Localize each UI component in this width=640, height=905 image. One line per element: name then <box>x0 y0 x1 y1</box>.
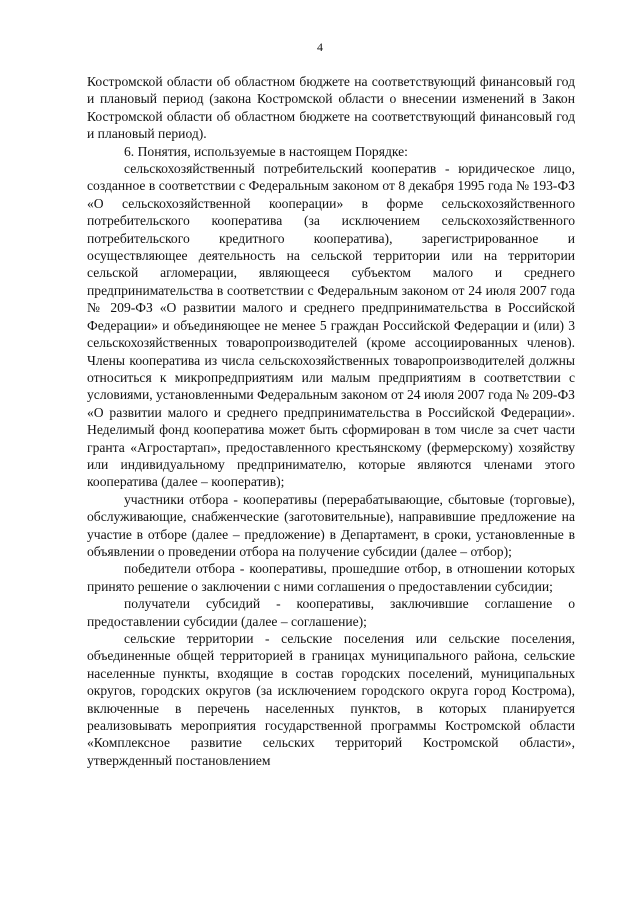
paragraph: получатели субсидий - кооперативы, заключившие соглашение о предоставлении субсидии (далее – соглашение); <box>87 596 575 629</box>
paragraph: 6. Понятия, используемые в настоящем Порядке: <box>124 143 408 159</box>
paragraph: сельские территории - сельские поселения или сельские поселения, объединенные общей территорией в границах муниципального района, сельские населенные пункты, входящие в состав городских поселений, муниципальных округов, городских округов (за исключением городского округа город Кострома), включенные в перечень населенных пунктов, в которых планируется реализовывать мероприятия государственной программы Костромской области «Комплексное развитие сельских территорий Костромской области», утвержденный постановлением <box>87 631 575 768</box>
paragraph: Костромской области об областном бюджете на соответствующий финансовый год и плановый период (закона Костромской области о внесении изменений в Закон Костромской области об областном бюджете на соответствующий финансовый год и плановый период). <box>87 74 575 142</box>
document-body <box>87 73 575 769</box>
paragraph: сельскохозяйственный потребительский кооператив - юридическое лицо, созданное в соответствии с Федеральным законом от 8 декабря 1995 года № 193-ФЗ «О сельскохозяйственной кооперации» в форме сельскохозяйственного потребительского кооператива (за исключением сельскохозяйственного потребительского кредитного кооператива), зарегистрированное и осуществляющее деятельность на сельской территории или на территории сельской агломерации, являющееся субъектом малого и среднего предпринимательства в соответствии с Федеральным законом от 24 июля 2007 года № 209-ФЗ «О развитии малого и среднего предпринимательства в Российской Федерации» и объединяющее не менее 5 граждан Российской Федерации и (или) 3 сельскохозяйственных товаропроизводителей (кроме ассоциированных членов). Члены кооператива из числа сельскохозяйственных товаропроизводителей должны относиться к микропредприятиям или малым предприятиям в соответствии с условиями, установленными Федеральным законом от 24 июля 2007 года № 209-ФЗ «О развитии малого и среднего предпринимательства в Российской Федерации». Неделимый фонд кооператива может быть сформирован в том числе за счет части гранта «Агростартап», предоставленного крестьянскому (фермерскому) хозяйству или индивидуальному предпринимателю, которые являются членами этого кооператива (далее – кооператив); <box>87 161 575 490</box>
page-number: 4 <box>317 40 323 54</box>
paragraph: участники отбора - кооперативы (перерабатывающие, сбытовые (торговые), обслуживающие, снабженческие (заготовительные), направившие предложение на участие в отборе (далее – предложение) в Департамент, в сроки, установленные в объявлении о проведении отбора на получение субсидии (далее – отбор); <box>87 491 575 559</box>
paragraph: победители отбора - кооперативы, прошедшие отбор, в отношении которых принято решение о заключении с ними соглашения о предоставлении субсидии; <box>87 561 575 594</box>
